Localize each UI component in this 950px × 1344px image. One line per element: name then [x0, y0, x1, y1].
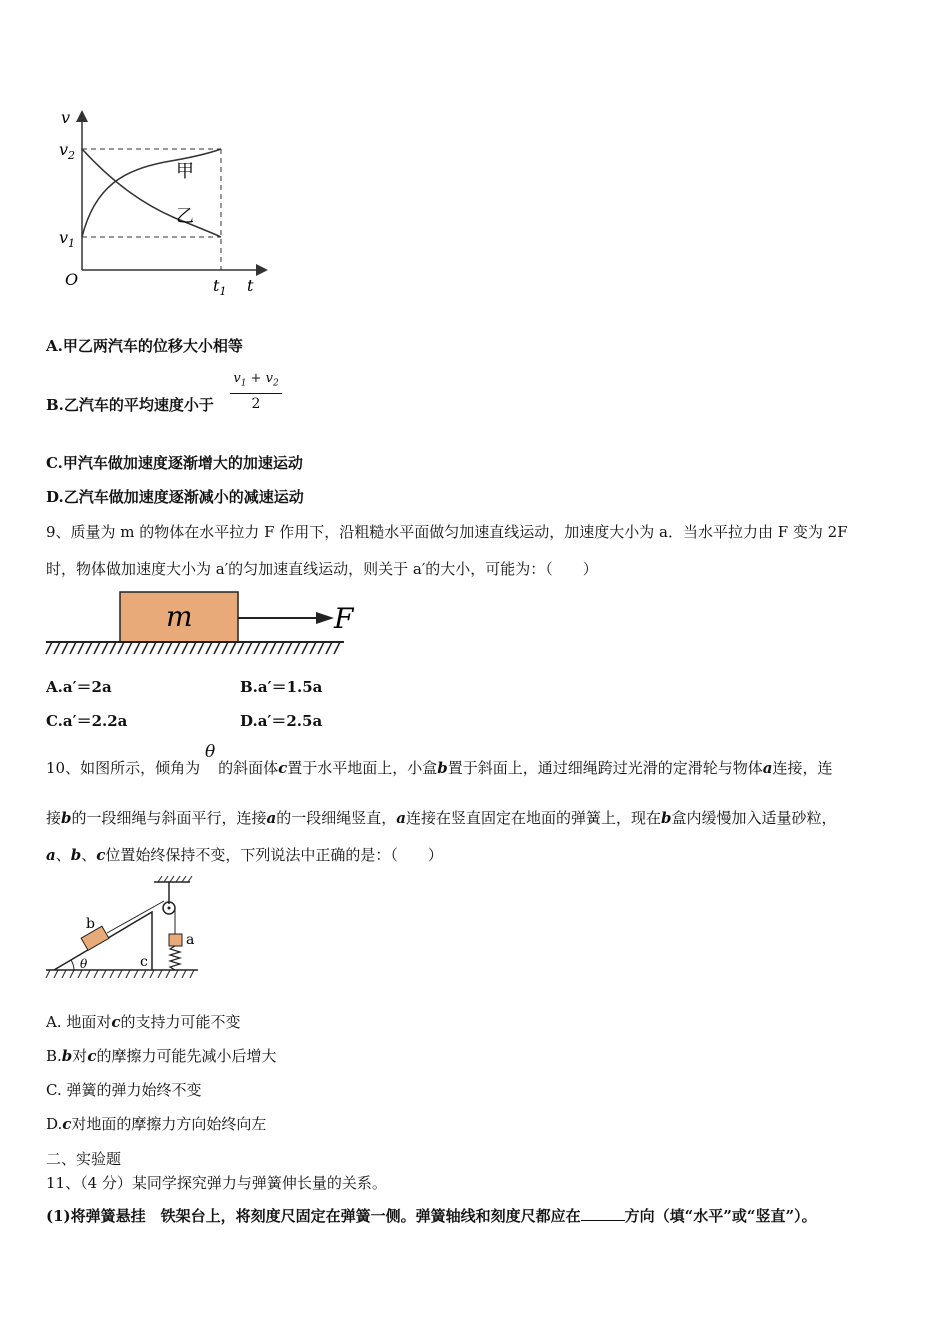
q9-text-line1: 9、质量为 m 的物体在水平拉力 F 作用下，沿粗糙水平面做匀加速直线运动，加速度大小为 a．当水平拉力由 F 变为 2F [46, 523, 848, 541]
q10-text-line1: 10、如图所示，倾角为 的斜面体c置于水平地面上，小盒b置于斜面上，通过细绳跨过光滑的定滑轮与物体a连接，连 [46, 759, 833, 777]
force-arrowhead [316, 612, 334, 624]
q9-option-d: D.a′＝2.5a [240, 712, 323, 730]
fig-c-label: c [140, 954, 148, 970]
q8-option-b: B.乙汽车的平均速度小于 [46, 396, 214, 414]
fig-b-label: b [86, 916, 95, 932]
yi-label: 乙 [176, 206, 194, 227]
q10-theta-symbol: θ [205, 742, 216, 762]
ground-hatch-2 [46, 970, 194, 978]
q9-block-figure [44, 588, 364, 660]
q9-option-c: C.a′＝2.2a [46, 712, 128, 730]
origin-label: O [65, 270, 79, 289]
spring [170, 946, 180, 970]
q10-option-b: B.b对c的摩擦力可能先减小后增大 [46, 1047, 277, 1065]
v2-label: $v_2$ [59, 140, 76, 162]
object-a [169, 934, 182, 946]
force-label: F [334, 602, 354, 635]
section-heading: 二、实验题 [46, 1150, 122, 1168]
q10-option-d: D.c对地面的摩擦力方向始终向左 [46, 1115, 267, 1133]
q10-text-line3: a、b、c位置始终保持不变，下列说法中正确的是：（ ） [46, 846, 443, 864]
v-axis-label: v [61, 108, 71, 127]
q8-fraction-den: 2 [251, 395, 261, 412]
v1-label: $v_1$ [59, 228, 76, 250]
q9-text-line2: 时，物体做加速度大小为 a′的匀加速直线运动，则关于 a′的大小，可能为：（ ） [46, 560, 598, 578]
pulley-axle [168, 907, 171, 910]
q8-option-a: A.甲乙两汽车的位移大小相等 [46, 337, 243, 355]
q11-text-line2: (1)将弹簧悬挂 铁架台上，将刻度尺固定在弹簧一侧。弹簧轴线和刻度尺都应在 方向（填“水平”或“竖直”）。 [46, 1207, 817, 1225]
t1-label: $t_1$ [213, 276, 227, 298]
q8-option-d: D.乙汽车做加速度逐渐减小的减速运动 [46, 488, 304, 506]
q8-fraction: $\frac{v_1 + v_2}{2}$ [230, 370, 282, 414]
q10-option-c: C. 弹簧的弹力始终不变 [46, 1081, 202, 1099]
ceiling-hatch [158, 876, 192, 882]
q10-text-line2: 接b的一段细绳与斜面平行，连接a的一段细绳竖直，a连接在竖直固定在地面的弹簧上，现在b盒内缓慢加入适量砂粒， [46, 809, 837, 827]
q10-incline-figure [44, 874, 204, 984]
ground-hatch [46, 642, 340, 654]
velocity-time-graph [55, 105, 275, 305]
q11-text-line1: 11、（4 分）某同学探究弹力与弹簧伸长量的关系。 [46, 1174, 387, 1192]
theta-arc [71, 960, 74, 970]
block-m-label: m [166, 600, 193, 633]
string-b [107, 901, 164, 933]
answer-blank[interactable] [581, 1206, 625, 1221]
t-axis-label: t [247, 276, 254, 295]
fig-theta-label: θ [80, 957, 88, 971]
q9-option-a: A.a′＝2a [46, 678, 112, 696]
curve-jia [82, 149, 221, 237]
q8-option-c: C.甲汽车做加速度逐渐增大的加速运动 [46, 454, 303, 472]
jia-label: 甲 [176, 161, 194, 182]
q10-option-a: A. 地面对c的支持力可能不变 [46, 1013, 241, 1031]
q9-option-b: B.a′＝1.5a [240, 678, 323, 696]
fig-a-label: a [186, 932, 195, 948]
